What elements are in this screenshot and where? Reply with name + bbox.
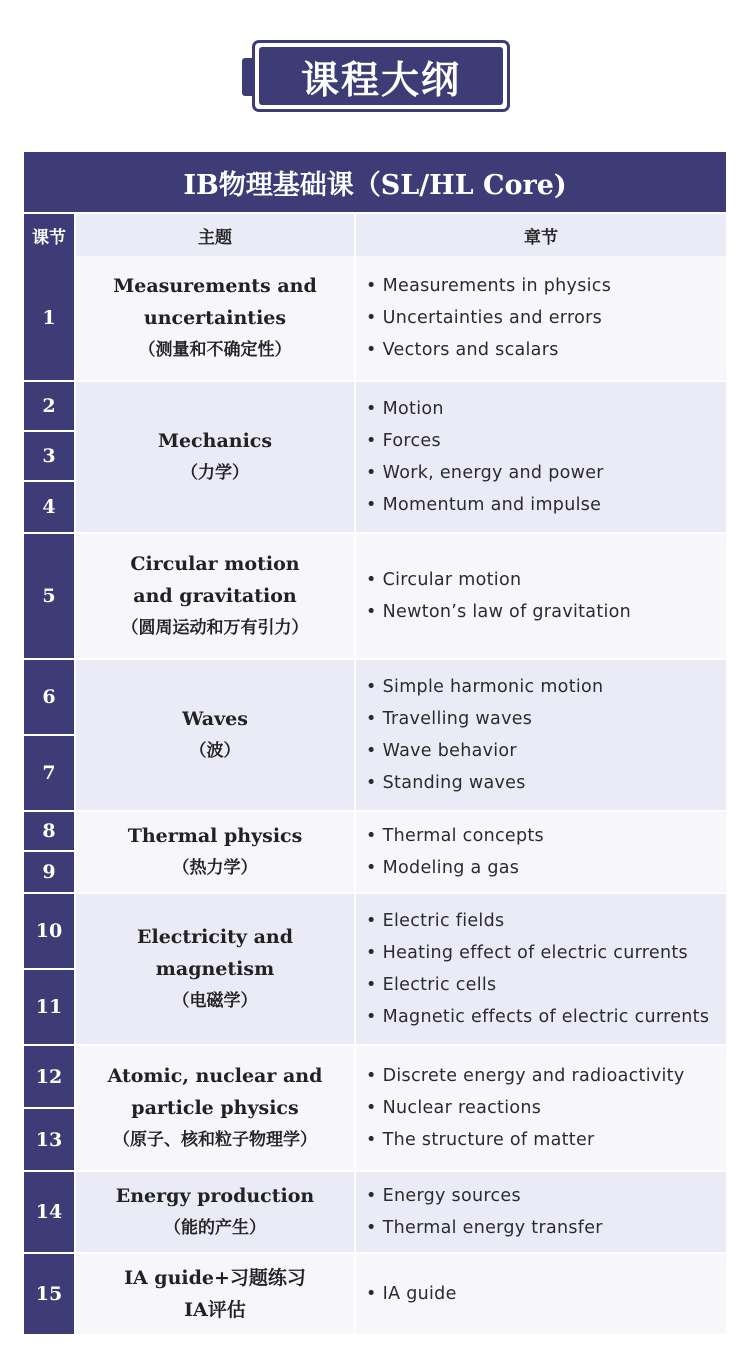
chapters-cell [356,1172,726,1252]
bullet-icon: • [366,943,377,963]
syllabus-table [24,152,726,1334]
bullet-icon: • [366,709,377,729]
topic-cell [76,256,354,380]
badge-frame [252,40,510,112]
topic-title-line: Thermal physics [127,825,303,847]
lesson-number: 3 [24,432,74,480]
chapter-label: Standing waves [382,773,526,793]
topic-title-line: IA评估 [184,1299,246,1321]
topic-chinese: （波） [189,741,241,761]
topic-title-line: Waves [182,708,248,730]
topic-chinese: （热力学） [172,858,258,878]
topic-title-line: Mechanics [157,430,273,452]
chapter-item [366,1124,726,1156]
topic-cell [76,894,354,1044]
chapter-item [366,596,726,628]
chapters-cell [356,534,726,658]
chapters-cell [356,1046,726,1170]
topic-cell [76,660,354,810]
table-row-group [24,1046,726,1170]
topic-cell [76,534,354,658]
bullet-icon: • [366,602,377,622]
bullet-icon: • [366,773,377,793]
bullet-icon: • [366,431,377,451]
chapter-label: Wave behavior [382,741,517,761]
table-row-group [24,894,726,1044]
topic-title-line: and gravitation [133,585,297,607]
chapter-label: Vectors and scalars [382,340,559,360]
bullet-icon: • [366,826,377,846]
topic-chinese: （测量和不确定性） [138,340,292,360]
lesson-number: 13 [24,1109,74,1170]
lesson-number: 9 [24,852,74,892]
lesson-number: 8 [24,812,74,850]
lesson-number: 5 [24,534,74,658]
topic-cell [76,1254,354,1334]
topic-title-line: Energy production [115,1185,315,1207]
chapter-label: Momentum and impulse [382,495,602,515]
chapters-cell [356,894,726,1044]
topic-chinese: （原子、核和粒子物理学） [113,1130,317,1150]
chapter-label: Magnetic effects of electric currents [382,1007,710,1027]
chapter-item [366,905,726,937]
chapter-item [366,489,726,521]
table-title: IB物理基础课（SL/HL Core) [24,152,726,212]
topic-chinese: （能的产生） [164,1218,266,1238]
bullet-icon: • [366,677,377,697]
chapter-item [366,425,726,457]
bullet-icon: • [366,1186,377,1206]
lesson-number: 11 [24,970,74,1044]
chapter-label: Motion [382,399,444,419]
table-body [24,256,726,1334]
topic-chinese: （圆周运动和万有引力） [121,618,309,638]
header-chapters: 章节 [356,214,726,256]
chapter-item [366,735,726,767]
page-title: 课程大纲 [259,47,503,105]
chapter-label: Circular motion [382,570,522,590]
lesson-number: 14 [24,1172,74,1252]
table-row-group [24,382,726,532]
bullet-icon: • [366,1007,377,1027]
bullet-icon: • [366,570,377,590]
chapter-item [366,302,726,334]
chapter-item [366,852,726,884]
bullet-icon: • [366,1130,377,1150]
chapters-cell [356,812,726,892]
table-row-group [24,1172,726,1252]
topic-cell [76,1172,354,1252]
chapter-label: The structure of matter [382,1130,595,1150]
chapter-label: Nuclear reactions [382,1098,542,1118]
chapter-item [366,393,726,425]
table-row-group [24,256,726,380]
chapter-label: Electric cells [382,975,497,995]
bullet-icon: • [366,399,377,419]
chapter-item [366,564,726,596]
chapter-label: Measurements in physics [382,276,612,296]
chapter-item [366,1060,726,1092]
chapters-cell [356,660,726,810]
chapter-label: Discrete energy and radioactivity [382,1066,685,1086]
topic-cell [76,812,354,892]
chapter-label: Work, energy and power [382,463,604,483]
chapter-item [366,671,726,703]
topic-cell [76,382,354,532]
topic-title-line: IA guide+习题练习 [124,1267,306,1289]
lesson-number: 2 [24,382,74,430]
chapter-label: Thermal energy transfer [382,1218,603,1238]
bullet-icon: • [366,1284,377,1304]
chapter-item [366,270,726,302]
bullet-icon: • [366,975,377,995]
bullet-icon: • [366,1218,377,1238]
chapter-item [366,969,726,1001]
chapters-cell [356,382,726,532]
chapter-label: IA guide [382,1284,457,1304]
lesson-number: 12 [24,1046,74,1107]
chapter-item [366,1092,726,1124]
chapters-cell [356,256,726,380]
chapter-item [366,820,726,852]
header-topic: 主题 [76,214,354,256]
topic-cell [76,1046,354,1170]
topic-title-line: Circular motion [130,553,300,575]
chapter-label: Heating effect of electric currents [382,943,688,963]
table-header-row [24,214,726,256]
table-row-group [24,1254,726,1334]
bullet-icon: • [366,276,377,296]
bullet-icon: • [366,858,377,878]
topic-title-line: Measurements and [113,275,317,297]
lesson-number: 7 [24,736,74,810]
chapter-label: Newton’s law of gravitation [382,602,632,622]
chapter-item [366,457,726,489]
chapter-item [366,937,726,969]
topic-title-line: Electricity and magnetism [137,926,293,980]
table-row-group [24,812,726,892]
bullet-icon: • [366,911,377,931]
chapter-label: Electric fields [382,911,505,931]
chapter-item [366,767,726,799]
lesson-number: 10 [24,894,74,968]
bullet-icon: • [366,1098,377,1118]
bullet-icon: • [366,741,377,761]
chapter-item [366,1278,726,1310]
bullet-icon: • [366,308,377,328]
chapters-cell [356,1254,726,1334]
topic-chinese: （力学） [181,463,249,483]
chapter-item [366,334,726,366]
table-row-group [24,534,726,658]
topic-title-line: Atomic, nuclear and [107,1065,323,1087]
bullet-icon: • [366,495,377,515]
bullet-icon: • [366,340,377,360]
bullet-icon: • [366,463,377,483]
chapter-item [366,1180,726,1212]
chapter-item [366,1212,726,1244]
header-lesson: 课节 [24,214,74,256]
chapter-label: Forces [382,431,441,451]
section-title-badge [242,40,510,112]
lesson-number: 6 [24,660,74,734]
chapter-label: Simple harmonic motion [382,677,604,697]
lesson-number: 1 [24,256,74,380]
chapter-label: Travelling waves [382,709,533,729]
table-row-group [24,660,726,810]
bullet-icon: • [366,1066,377,1086]
chapter-label: Uncertainties and errors [382,308,602,328]
chapter-label: Thermal concepts [382,826,544,846]
chapter-label: Energy sources [382,1186,521,1206]
topic-title-line: particle physics [131,1097,299,1119]
topic-chinese: （电磁学） [172,991,258,1011]
chapter-item [366,1001,726,1033]
lesson-number: 15 [24,1254,74,1334]
chapter-item [366,703,726,735]
chapter-label: Modeling a gas [382,858,520,878]
topic-title-line: uncertainties [143,307,287,329]
lesson-number: 4 [24,482,74,532]
